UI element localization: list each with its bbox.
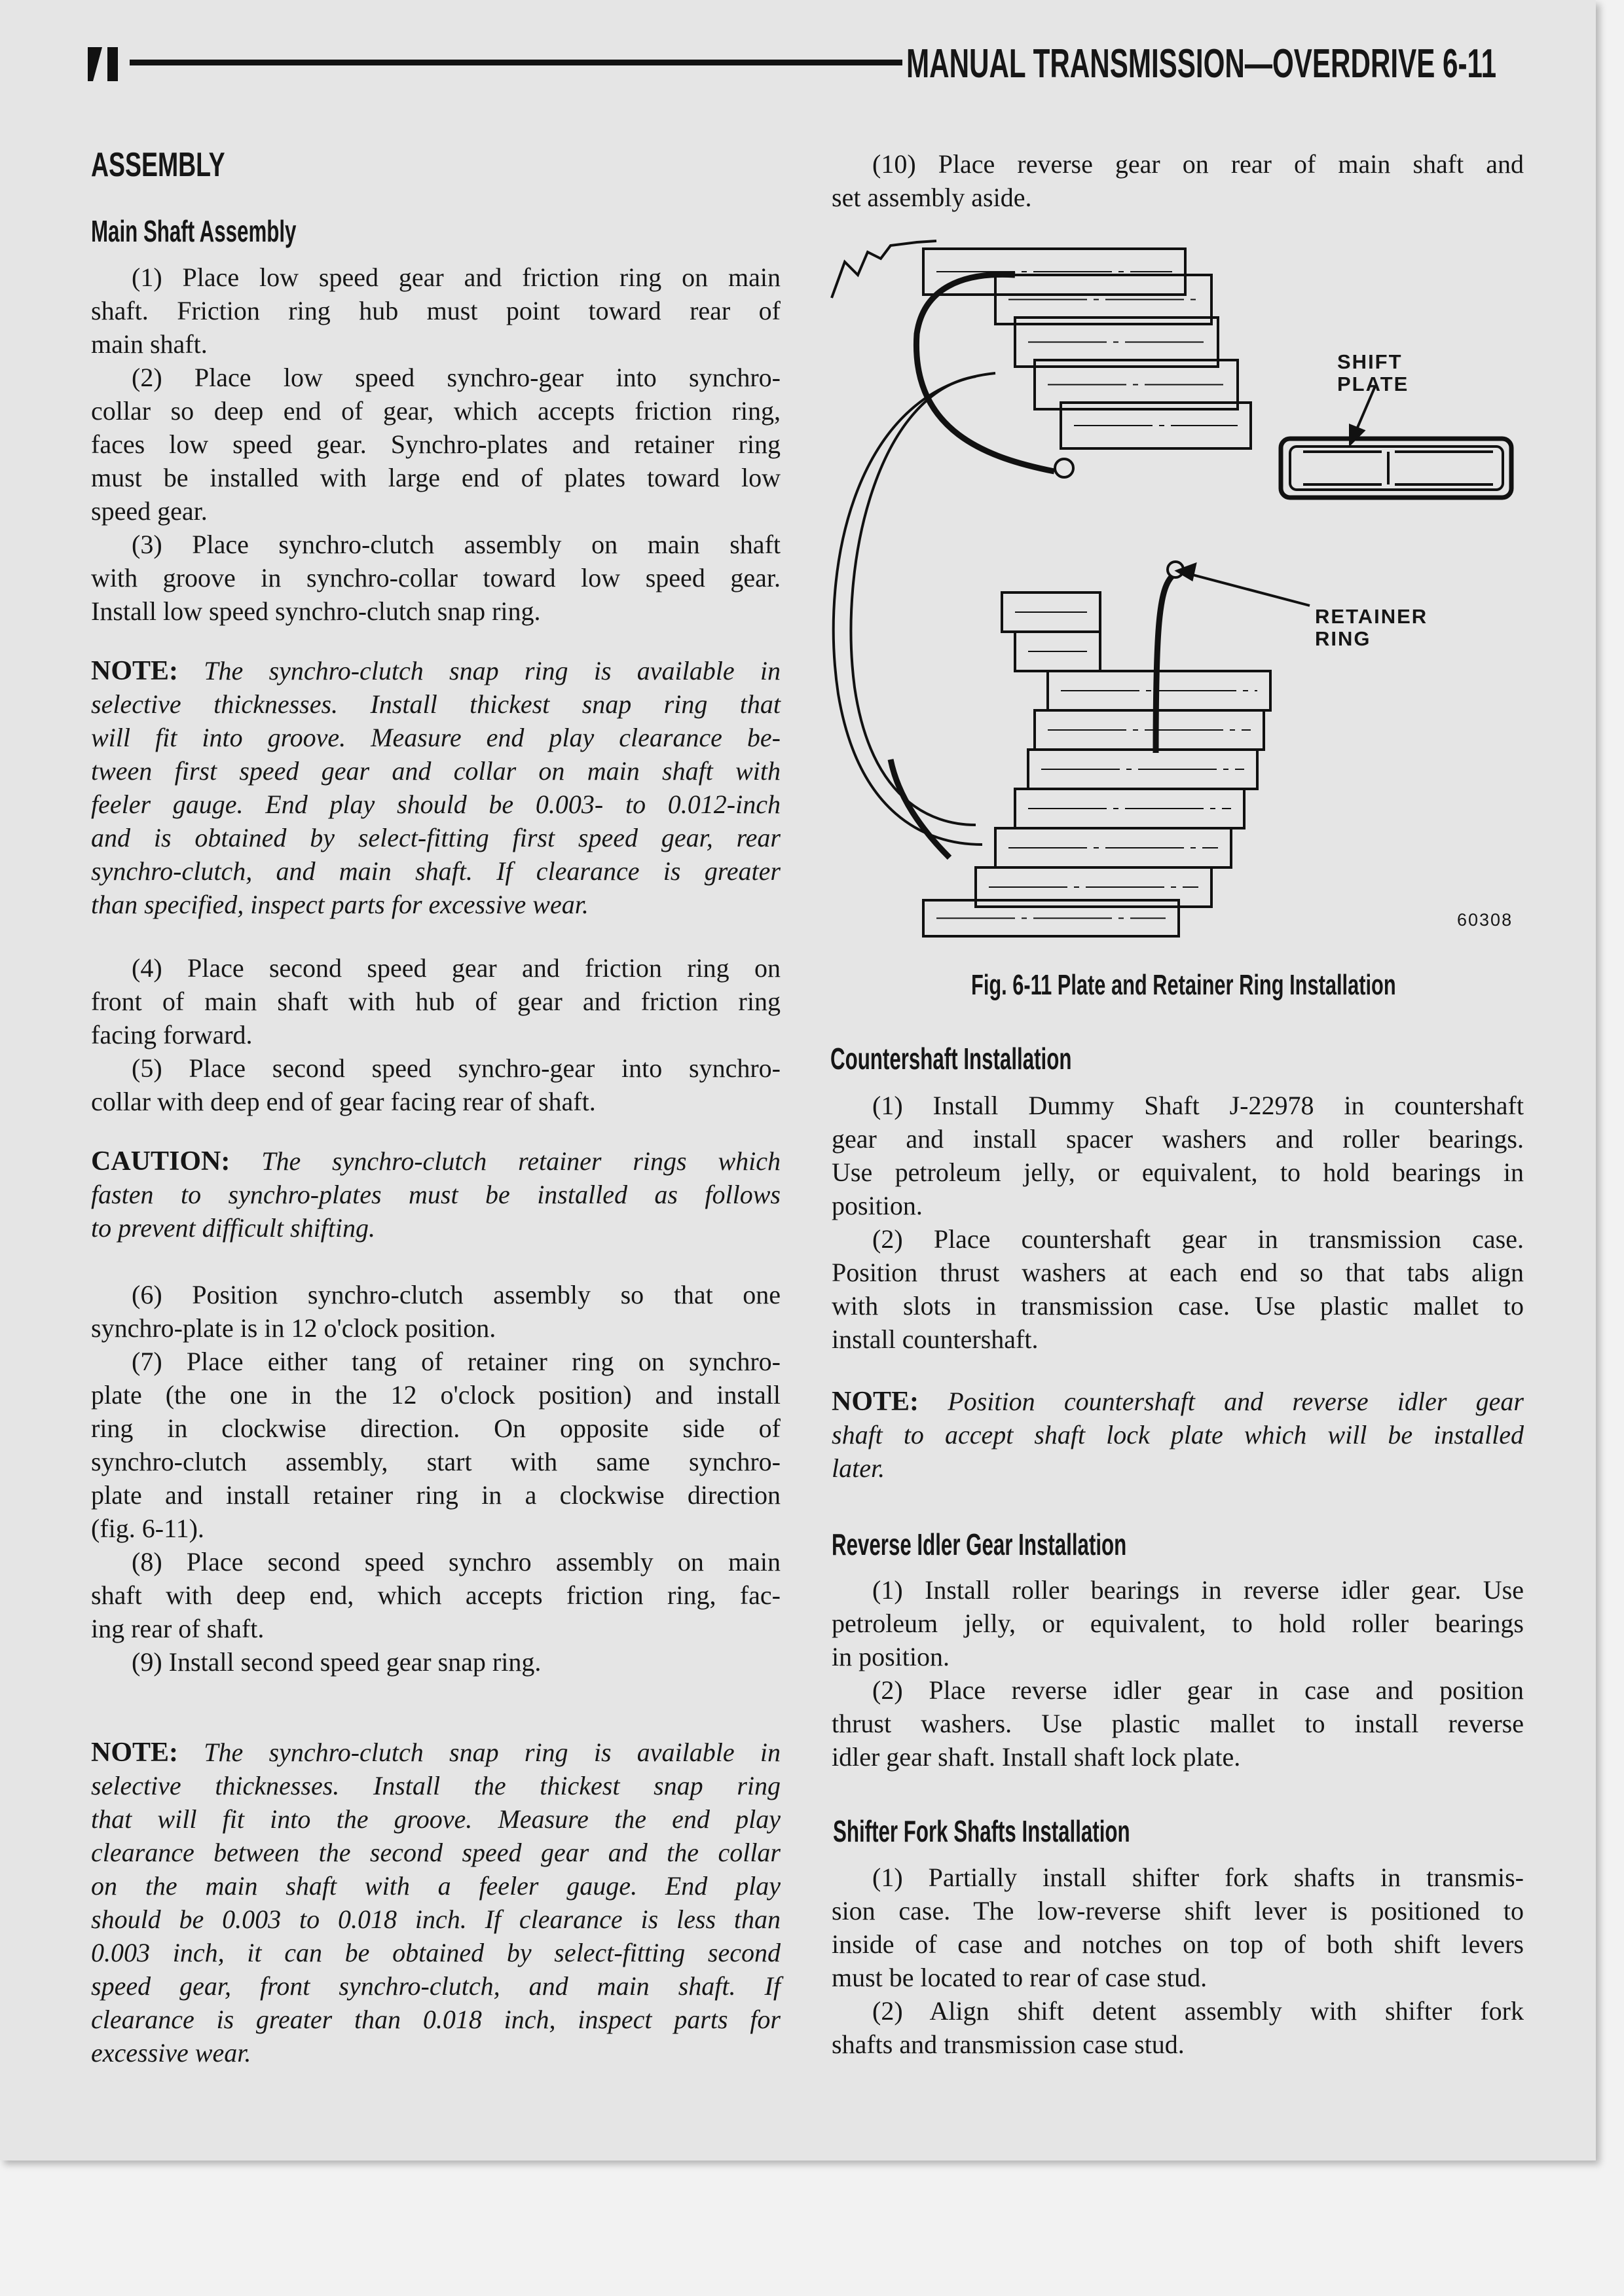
paragraph-line: thrust washers. Use plastic mallet to install reverse <box>832 1709 1524 1738</box>
paragraph-line: with slots in transmission case. Use plastic mallet to <box>832 1291 1524 1321</box>
header-rule <box>130 60 902 65</box>
paragraph-line: (10) Place reverse gear on rear of main shaft and <box>872 149 1524 179</box>
paragraph-line: front of main shaft with hub of gear and friction ring <box>91 987 781 1016</box>
paragraph-line: (2) Place countershaft gear in transmission case. <box>872 1224 1524 1254</box>
paragraph-line: facing forward. <box>91 1020 253 1049</box>
note-line <box>91 788 781 821</box>
note-label: NOTE: <box>832 1387 919 1417</box>
figure-number: 60308 <box>1457 910 1513 930</box>
label-shift-plate-line2: PLATE <box>1337 373 1409 395</box>
note-line <box>91 1769 781 1802</box>
paragraph-line: (2) Place reverse idler gear in case and position <box>872 1675 1524 1705</box>
note-line <box>91 1969 781 2003</box>
note-text: will fit into groove. Measure end play clearance be- <box>91 723 781 752</box>
note-text: that will fit into the groove. Measure the end play <box>91 1804 781 1834</box>
paragraph-line: plate and install retainer ring in a clockwise direction <box>91 1480 781 1510</box>
paragraph-line: petroleum jelly, or equivalent, to hold roller bearings <box>832 1609 1524 1638</box>
note-text: synchro-clutch, and main shaft. If clearance is greater <box>91 856 781 886</box>
paragraph-line: (1) Place low speed gear and friction ring on main <box>132 263 781 292</box>
note-text: speed gear, front synchro-clutch, and main shaft. If <box>91 1971 781 2001</box>
heading-countershaft-installation: Countershaft Installation <box>830 1042 1072 1076</box>
note-text: on the main shaft with a feeler gauge. End play <box>91 1871 781 1901</box>
note-line <box>91 1802 781 1836</box>
note-text: later. <box>832 1453 885 1483</box>
shifter-fork-steps <box>832 1861 1524 2061</box>
paragraph-line: with groove in synchro-collar toward low speed gear. <box>91 563 781 592</box>
paragraph-line: install countershaft. <box>832 1324 1039 1354</box>
note-line <box>91 721 781 754</box>
note-text: clearance is greater than 0.018 inch, inspect parts for <box>91 2005 781 2034</box>
label-retainer-ring <box>1315 606 1428 650</box>
note-text: should be 0.003 to 0.018 inch. If clearance is less than <box>91 1904 781 1934</box>
note-line <box>91 1936 781 1969</box>
paragraph-line: (5) Place second speed synchro-gear into synchro- <box>132 1053 781 1083</box>
note-text: and is obtained by select-fitting first speed gear, rear <box>91 823 781 852</box>
paragraph-line: gear and install spacer washers and roller bearings. <box>832 1124 1524 1154</box>
note-line <box>832 1385 1524 1418</box>
shift-plate <box>1281 439 1511 498</box>
paragraph-line: (2) Place low speed synchro-gear into synchro- <box>132 363 781 392</box>
paragraph-line: (6) Position synchro-clutch assembly so that one <box>132 1280 781 1309</box>
paragraph-line: main shaft. <box>91 329 208 359</box>
paragraph-line: Position thrust washers at each end so that tabs align <box>832 1258 1524 1287</box>
label-retainer-ring-line2: RING <box>1315 627 1371 650</box>
synchro-collar-inner <box>851 376 976 825</box>
note-line <box>91 888 781 921</box>
note-label: NOTE: <box>91 1738 179 1768</box>
note-line <box>91 2003 781 2036</box>
paragraph-line: idler gear shaft. Install shaft lock plate. <box>832 1742 1241 1772</box>
note-text: The synchro-clutch snap ring is available in <box>204 656 781 685</box>
main-shaft-step-10 <box>832 147 1524 214</box>
note-text: feeler gauge. End play should be 0.003- to 0.012-inch <box>91 790 781 819</box>
paragraph-line: ring in clockwise direction. On opposite side of <box>91 1413 781 1443</box>
paragraph-line: position. <box>832 1191 923 1220</box>
note-line <box>91 754 781 788</box>
note-line <box>91 854 781 888</box>
paragraph-line: ing rear of shaft. <box>91 1614 265 1643</box>
note-line <box>91 1144 781 1178</box>
note-text: The synchro-clutch retainer rings which <box>261 1146 781 1176</box>
reverse-idler-steps <box>832 1573 1524 1774</box>
paragraph-line: synchro-plate is in 12 o'clock position. <box>91 1313 496 1343</box>
paragraph-line: (fig. 6-11). <box>91 1514 204 1543</box>
note-text: than specified, inspect parts for excessive wear. <box>91 890 589 919</box>
main-shaft-steps-6-9 <box>91 1278 781 1679</box>
paragraph-line: shafts and transmission case stud. <box>832 2030 1185 2059</box>
paragraph-line: (2) Align shift detent assembly with shifter fork <box>872 1996 1524 2026</box>
paragraph-line: faces low speed gear. Synchro-plates and retainer ring <box>91 429 781 459</box>
label-retainer-ring-line1: RETAINER <box>1315 605 1428 628</box>
heading-reverse-idler-gear-installation: Reverse Idler Gear Installation <box>832 1527 1127 1561</box>
caution-retainer-rings <box>91 1144 781 1245</box>
note-line <box>91 1211 781 1245</box>
label-shift-plate-line1: SHIFT <box>1337 350 1403 373</box>
gear-rear-rim <box>832 241 936 298</box>
note-line <box>91 1836 781 1869</box>
note-text: tween first speed gear and collar on main shaft with <box>91 756 781 786</box>
paragraph-line: shaft. Friction ring hub must point toward rear of <box>91 296 781 325</box>
paragraph-line: collar with deep end of gear facing rear of shaft. <box>91 1087 596 1116</box>
note-line <box>832 1451 1524 1485</box>
note-text: shaft to accept shaft lock plate which will be installed <box>832 1420 1524 1449</box>
shift-plate-arrowhead <box>1350 426 1363 444</box>
section-heading-assembly: ASSEMBLY <box>91 146 225 184</box>
note-line <box>91 2036 781 2069</box>
note-line <box>91 821 781 854</box>
note-text: to prevent difficult shifting. <box>91 1213 376 1243</box>
note-label: NOTE: <box>91 656 179 686</box>
figure-plate-retainer-ring-illustration <box>819 236 1539 956</box>
note-line <box>91 1178 781 1211</box>
brand-logo-icon <box>88 47 119 81</box>
paragraph-line: plate (the one in the 12 o'clock position) and install <box>91 1380 781 1410</box>
figure-caption: Fig. 6-11 Plate and Retainer Ring Installation <box>971 969 1396 1001</box>
paragraph-line: must be located to rear of case stud. <box>832 1963 1208 1992</box>
paragraph-line: shaft with deep end, which accepts friction ring, fac- <box>91 1580 781 1610</box>
note-text: excessive wear. <box>91 2038 251 2068</box>
paragraph-line: collar so deep end of gear, which accepts friction ring, <box>91 396 781 426</box>
paragraph-line: (1) Partially install shifter fork shafts in transmis- <box>872 1863 1524 1892</box>
note-text: 0.003 inch, it can be obtained by select-fitting second <box>91 1938 781 1967</box>
note-line <box>91 654 781 687</box>
paragraph-line: Use petroleum jelly, or equivalent, to hold bearings in <box>832 1157 1524 1187</box>
paragraph-line: sion case. The low-reverse shift lever is positioned to <box>832 1896 1524 1925</box>
note-line <box>832 1418 1524 1451</box>
main-shaft-steps-1-3 <box>91 261 781 628</box>
paragraph-line: (9) Install second speed gear snap ring. <box>132 1647 542 1677</box>
note-label: CAUTION: <box>91 1146 231 1176</box>
page-header-title: MANUAL TRANSMISSION—OVERDRIVE 6-11 <box>906 41 1497 86</box>
subheading-main-shaft-assembly: Main Shaft Assembly <box>91 214 297 248</box>
note-text: selective thicknesses. Install the thickest snap ring <box>91 1771 781 1800</box>
note-countershaft <box>832 1385 1524 1485</box>
paragraph-line: (1) Install roller bearings in reverse idler gear. Use <box>872 1575 1524 1605</box>
label-shift-plate <box>1337 351 1409 395</box>
paragraph-line: (8) Place second speed synchro assembly on main <box>132 1547 781 1576</box>
note-text: The synchro-clutch snap ring is available in <box>204 1738 781 1767</box>
note-text: selective thicknesses. Install thickest snap ring that <box>91 689 781 719</box>
paragraph-line: inside of case and notches on top of both shift levers <box>832 1929 1524 1959</box>
paragraph-line: synchro-clutch assembly, start with same synchro- <box>91 1447 781 1476</box>
retainer-ring-arrow <box>1185 573 1310 606</box>
paragraph-line: must be installed with large end of plates toward low <box>91 463 781 492</box>
countershaft-steps <box>832 1089 1524 1356</box>
paragraph-line: Install low speed synchro-clutch snap ring. <box>91 596 541 626</box>
note-line <box>91 1736 781 1769</box>
paragraph-line: speed gear. <box>91 496 208 526</box>
paragraph-line: (3) Place synchro-clutch assembly on main shaft <box>132 530 781 559</box>
note-snap-ring-first <box>91 654 781 921</box>
note-line <box>91 1869 781 1903</box>
retainer-ring-vertical <box>1156 576 1172 753</box>
gear-teeth-group <box>923 249 1270 936</box>
paragraph-line: in position. <box>832 1642 950 1671</box>
note-text: Position countershaft and reverse idler gear <box>948 1387 1524 1416</box>
paragraph-line: (7) Place either tang of retainer ring on synchro- <box>132 1347 781 1376</box>
note-snap-ring-second <box>91 1736 781 2069</box>
paragraph-line: set assembly aside. <box>832 183 1032 212</box>
note-line <box>91 687 781 721</box>
paragraph-line: (4) Place second speed gear and friction ring on <box>132 953 781 983</box>
heading-shifter-fork-shafts-installation: Shifter Fork Shafts Installation <box>833 1814 1130 1848</box>
retainer-ring-tang-upper <box>1055 459 1073 477</box>
paragraph-line: (1) Install Dummy Shaft J-22978 in countershaft <box>872 1091 1524 1120</box>
note-line <box>91 1903 781 1936</box>
note-text: clearance between the second speed gear and the collar <box>91 1838 781 1867</box>
note-text: fasten to synchro-plates must be installed as follows <box>91 1180 781 1209</box>
main-shaft-steps-4-5 <box>91 951 781 1118</box>
